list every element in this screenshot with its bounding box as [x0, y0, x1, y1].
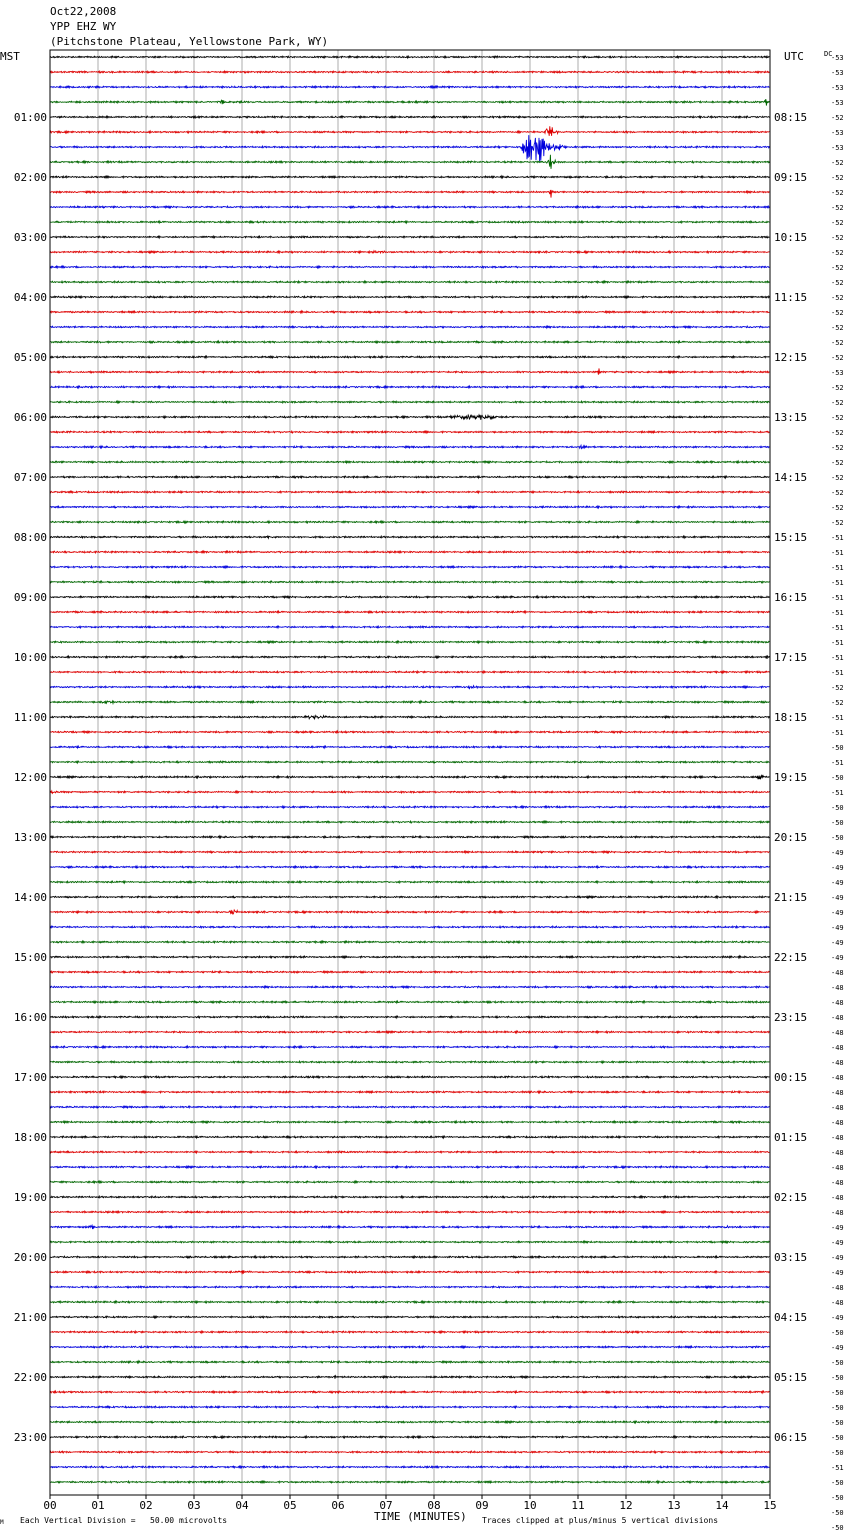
seismic-traces: [50, 56, 769, 1483]
mst-hour-label: 22:00: [13, 1371, 47, 1384]
utc-axis-title: UTC: [784, 50, 804, 63]
trace-row: [50, 86, 769, 88]
trace-row: [50, 1301, 769, 1303]
dc-offset-label: -50: [831, 804, 844, 812]
trace-row: [50, 941, 769, 943]
dc-offset-label: -50: [831, 1434, 844, 1442]
dc-offset-label: -50: [831, 1359, 844, 1367]
trace-row: [50, 716, 769, 719]
trace-row: [50, 368, 769, 374]
dc-offset-label: -51: [831, 654, 844, 662]
mark-glyph: M: [0, 1519, 4, 1526]
dc-offset-label: -48: [831, 1089, 844, 1097]
trace-row: [50, 1270, 769, 1273]
x-tick-label: 12: [619, 1499, 633, 1512]
dc-offset-label: -48: [831, 1119, 844, 1127]
dc-offset-label: -49: [831, 849, 844, 857]
dc-offset-label: -51: [831, 549, 844, 557]
dc-offset-label: -50: [831, 1449, 844, 1457]
trace-row: [50, 1016, 769, 1018]
dc-offset-label: -48: [831, 1179, 844, 1187]
trace-row: [50, 641, 769, 643]
trace-row: [50, 190, 769, 198]
dc-offset-label: -50: [831, 834, 844, 842]
trace-row: [50, 1196, 769, 1198]
dc-offset-label: -50: [831, 1404, 844, 1412]
dc-offset-label: -52: [831, 204, 844, 212]
utc-hour-label: 16:15: [774, 591, 808, 604]
mst-hour-label: 17:00: [13, 1071, 47, 1084]
trace-row: [50, 491, 769, 493]
dc-offset-label: -50: [831, 819, 844, 827]
dc-offset-label: -52: [831, 519, 844, 527]
utc-hour-label: 04:15: [774, 1311, 808, 1324]
mst-hour-label: 23:00: [13, 1431, 47, 1444]
mst-hour-label: 01:00: [13, 111, 47, 124]
dc-offset-label: -48: [831, 1014, 844, 1022]
trace-row: [50, 1181, 769, 1183]
dc-offset-label: -49: [831, 954, 844, 962]
trace-row: [50, 155, 769, 169]
x-tick-label: 14: [715, 1499, 729, 1512]
mst-hour-label: 19:00: [13, 1191, 47, 1204]
trace-row: [50, 445, 769, 449]
utc-hour-label: 08:15: [774, 111, 808, 124]
trace-row: [50, 775, 769, 779]
trace-row: [50, 1061, 769, 1063]
dc-offset-label: -52: [831, 474, 844, 482]
mst-hour-label: 16:00: [13, 1011, 47, 1024]
trace-row: [50, 461, 769, 463]
x-axis-title: TIME (MINUTES): [374, 1510, 467, 1523]
trace-row: [50, 1391, 769, 1393]
x-tick-label: 03: [187, 1499, 201, 1512]
dc-offset-label: -52: [831, 459, 844, 467]
mst-hour-label: 04:00: [13, 291, 47, 304]
dc-offset-label: -53: [831, 144, 844, 152]
trace-row: [50, 851, 769, 853]
trace-row: [50, 326, 769, 328]
dc-offset-label: -49: [831, 1344, 844, 1352]
dc-offset-label: -51: [831, 564, 844, 572]
dc-offset-label: -51: [831, 714, 844, 722]
trace-row: [50, 281, 769, 283]
mst-hour-label: 11:00: [13, 711, 47, 724]
dc-offset-label: -51: [831, 639, 844, 647]
utc-hour-label: 13:15: [774, 411, 808, 424]
trace-row: [50, 746, 769, 748]
trace-row: [50, 1001, 769, 1003]
trace-row: [50, 626, 769, 628]
trace-row: [50, 476, 769, 478]
utc-hour-label: 19:15: [774, 771, 808, 784]
trace-row: [50, 1466, 769, 1468]
trace-row: [50, 836, 769, 838]
mst-hour-label: 09:00: [13, 591, 47, 604]
dc-offset-label: -48: [831, 999, 844, 1007]
dc-offset-label: -49: [831, 1224, 844, 1232]
trace-row: [50, 536, 769, 538]
trace-row: [50, 701, 769, 704]
dc-offset-label: -51: [831, 729, 844, 737]
dc-offset-label: -51: [831, 534, 844, 542]
trace-row: [50, 986, 769, 988]
dc-offset-label: -52: [831, 489, 844, 497]
dc-offset-label: -52: [831, 114, 844, 122]
dc-offset-label: -52: [831, 264, 844, 272]
dc-offset-label: -51: [831, 594, 844, 602]
dc-offset-label: -53: [831, 54, 844, 62]
mst-hour-label: 05:00: [13, 351, 47, 364]
dc-offset-label: -48: [831, 1134, 844, 1142]
trace-row: [50, 415, 769, 420]
trace-row: [50, 266, 769, 268]
trace-row: [50, 1451, 769, 1453]
trace-row: [50, 821, 769, 823]
trace-row: [50, 806, 769, 808]
dc-offset-label: -50: [831, 744, 844, 752]
trace-row: [50, 1436, 769, 1438]
utc-hour-label: 22:15: [774, 951, 808, 964]
trace-row: [50, 1256, 769, 1258]
dc-offset-label: -49: [831, 864, 844, 872]
trace-row: [50, 581, 769, 583]
dc-offset-label: -52: [831, 309, 844, 317]
mst-axis-title: MST: [0, 50, 20, 63]
utc-hour-label: 18:15: [774, 711, 808, 724]
dc-offset-label: -51: [831, 669, 844, 677]
trace-row: [50, 1091, 769, 1093]
dc-offset-label: -49: [831, 924, 844, 932]
dc-offset-label: -52: [831, 294, 844, 302]
x-tick-label: 08: [427, 1499, 441, 1512]
dc-offset-label: -49: [831, 1239, 844, 1247]
mst-hour-label: 02:00: [13, 171, 47, 184]
dc-offset-label: -50: [831, 1494, 844, 1502]
utc-hour-label: 11:15: [774, 291, 808, 304]
mst-hour-label: 15:00: [13, 951, 47, 964]
mst-hour-label: 08:00: [13, 531, 47, 544]
dc-offset-label: -48: [831, 969, 844, 977]
dc-offset-label: -51: [831, 609, 844, 617]
trace-row: [50, 341, 769, 343]
dc-offset-label: -48: [831, 1149, 844, 1157]
utc-hour-label: 20:15: [774, 831, 808, 844]
dc-column-title: DC: [824, 50, 833, 58]
trace-row: [50, 1376, 769, 1379]
trace-row: [50, 1031, 769, 1033]
trace-row: [50, 1331, 769, 1333]
dc-offset-label: -50: [831, 1329, 844, 1337]
dc-offset-label: -48: [831, 1164, 844, 1172]
trace-row: [50, 296, 769, 298]
trace-row: [50, 221, 769, 223]
dc-offset-label: -48: [831, 1029, 844, 1037]
trace-row: [50, 116, 769, 118]
x-tick-label: 04: [235, 1499, 249, 1512]
trace-row: [50, 596, 769, 598]
trace-row: [50, 566, 769, 568]
station-date: Oct22,2008: [50, 5, 117, 18]
dc-offset-label: -50: [831, 1524, 844, 1532]
x-tick-label: 02: [139, 1499, 153, 1512]
dc-offset-label: -51: [831, 579, 844, 587]
dc-offset-label: -53: [831, 84, 844, 92]
dc-offset-label: -50: [831, 774, 844, 782]
trace-row: [50, 401, 769, 403]
utc-hour-label: 14:15: [774, 471, 808, 484]
trace-row: [50, 956, 769, 958]
dc-offset-label: -53: [831, 69, 844, 77]
dc-offset-label: -51: [831, 1464, 844, 1472]
trace-row: [50, 1406, 769, 1408]
x-tick-label: 07: [379, 1499, 393, 1512]
dc-offset-label: -49: [831, 879, 844, 887]
dc-offset-label: -52: [831, 504, 844, 512]
utc-hour-label: 17:15: [774, 651, 808, 664]
trace-row: [50, 1421, 769, 1423]
dc-offset-label: -50: [831, 1419, 844, 1427]
trace-row: [50, 910, 769, 914]
trace-row: [50, 791, 769, 793]
trace-row: [50, 356, 769, 358]
trace-row: [50, 686, 769, 689]
mst-hour-label: 06:00: [13, 411, 47, 424]
dc-offset-label: -52: [831, 444, 844, 452]
utc-hour-label: 02:15: [774, 1191, 808, 1204]
trace-row: [50, 926, 769, 928]
dc-offset-label: -49: [831, 1314, 844, 1322]
utc-hour-label: 01:15: [774, 1131, 808, 1144]
trace-row: [50, 99, 769, 106]
vertical-scale-note: Each Vertical Division = 50.00 microvolts: [20, 1516, 228, 1525]
trace-row: [50, 1106, 769, 1108]
mst-hour-label: 13:00: [13, 831, 47, 844]
utc-hour-label: 06:15: [774, 1431, 808, 1444]
trace-row: [50, 1316, 769, 1318]
x-tick-label: 01: [91, 1499, 105, 1512]
dc-offset-label: -52: [831, 699, 844, 707]
dc-offset-label: -49: [831, 939, 844, 947]
dc-offset-label: -48: [831, 984, 844, 992]
mst-hour-label: 07:00: [13, 471, 47, 484]
dc-offset-label: -51: [831, 759, 844, 767]
mst-hour-label: 10:00: [13, 651, 47, 664]
dc-offset-label: -52: [831, 384, 844, 392]
dc-offset-label: -48: [831, 1194, 844, 1202]
mst-hour-label: 21:00: [13, 1311, 47, 1324]
trace-row: [50, 551, 769, 553]
trace-row: [50, 896, 769, 898]
trace-row: [50, 206, 769, 208]
dc-offset-label: -50: [831, 1479, 844, 1487]
trace-row: [50, 1481, 769, 1483]
trace-row: [50, 521, 769, 523]
station-location: (Pitchstone Plateau, Yellowstone Park, WY): [50, 35, 329, 48]
utc-hour-label: 15:15: [774, 531, 808, 544]
dc-offset-label: -52: [831, 429, 844, 437]
dc-offset-label: -48: [831, 1044, 844, 1052]
trace-row: [50, 731, 769, 733]
station-code: YPP EHZ WY: [50, 20, 117, 33]
utc-hour-label: 00:15: [774, 1071, 808, 1084]
trace-row: [50, 311, 769, 313]
trace-row: [50, 1225, 769, 1229]
trace-row: [50, 176, 769, 178]
utc-hour-label: 21:15: [774, 891, 808, 904]
trace-row: [50, 1241, 769, 1243]
trace-row: [50, 135, 769, 161]
dc-offset-label: -50: [831, 1374, 844, 1382]
dc-offset-label: -49: [831, 909, 844, 917]
dc-offset-label: -52: [831, 249, 844, 257]
clip-note: Traces clipped at plus/minus 5 vertical divisions: [482, 1516, 719, 1525]
trace-row: [50, 971, 769, 973]
x-tick-label: 11: [571, 1499, 585, 1512]
trace-row: [50, 866, 769, 868]
x-tick-label: 06: [331, 1499, 345, 1512]
mst-hour-label: 14:00: [13, 891, 47, 904]
dc-offset-label: -52: [831, 324, 844, 332]
mst-hour-label: 12:00: [13, 771, 47, 784]
dc-offset-label: -48: [831, 1074, 844, 1082]
trace-row: [50, 761, 769, 763]
x-tick-label: 13: [667, 1499, 681, 1512]
trace-row: [50, 431, 769, 433]
x-tick-label: 15: [763, 1499, 777, 1512]
utc-hour-label: 09:15: [774, 171, 808, 184]
dc-offset-label: -51: [831, 789, 844, 797]
trace-row: [50, 1136, 769, 1138]
dc-offset-label: -52: [831, 399, 844, 407]
trace-row: [50, 1076, 769, 1078]
dc-offset-label: -53: [831, 129, 844, 137]
trace-row: [50, 386, 769, 388]
trace-row: [50, 1151, 769, 1153]
trace-row: [50, 236, 769, 238]
utc-hour-label: 10:15: [774, 231, 808, 244]
trace-row: [50, 126, 769, 136]
dc-offset-label: -52: [831, 234, 844, 242]
trace-row: [50, 881, 769, 883]
trace-row: [50, 1211, 769, 1213]
dc-offset-label: -51: [831, 624, 844, 632]
axis-labels: [14, 54, 844, 1534]
dc-offset-label: -50: [831, 1389, 844, 1397]
dc-offset-label: -53: [831, 99, 844, 107]
dc-offset-label: -48: [831, 1299, 844, 1307]
dc-offset-label: -52: [831, 159, 844, 167]
dc-offset-label: -52: [831, 174, 844, 182]
dc-offset-label: -52: [831, 684, 844, 692]
dc-offset-label: -52: [831, 339, 844, 347]
trace-row: [50, 506, 769, 508]
trace-row: [50, 56, 769, 58]
dc-offset-label: -52: [831, 354, 844, 362]
x-tick-label: 09: [475, 1499, 489, 1512]
trace-row: [50, 671, 769, 673]
mst-hour-label: 20:00: [13, 1251, 47, 1264]
x-tick-label: 05: [283, 1499, 297, 1512]
trace-row: [50, 1121, 769, 1123]
dc-offset-label: -53: [831, 369, 844, 377]
utc-hour-label: 12:15: [774, 351, 808, 364]
mst-hour-label: 03:00: [13, 231, 47, 244]
utc-hour-label: 23:15: [774, 1011, 808, 1024]
trace-row: [50, 1286, 769, 1288]
dc-offset-label: -48: [831, 1209, 844, 1217]
x-tick-label: 00: [43, 1499, 57, 1512]
utc-hour-label: 05:15: [774, 1371, 808, 1384]
dc-offset-label: -52: [831, 189, 844, 197]
trace-row: [50, 611, 769, 613]
trace-row: [50, 251, 769, 253]
dc-offset-label: -49: [831, 894, 844, 902]
dc-offset-label: -52: [831, 414, 844, 422]
dc-offset-label: -52: [831, 279, 844, 287]
dc-offset-label: -49: [831, 1269, 844, 1277]
trace-row: [50, 1166, 769, 1168]
mst-hour-label: 18:00: [13, 1131, 47, 1144]
utc-hour-label: 03:15: [774, 1251, 808, 1264]
x-tick-label: 10: [523, 1499, 537, 1512]
dc-offset-label: -49: [831, 1254, 844, 1262]
trace-row: [50, 656, 769, 659]
trace-row: [50, 1046, 769, 1048]
dc-offset-label: -48: [831, 1284, 844, 1292]
trace-row: [50, 1361, 769, 1363]
dc-offset-label: -50: [831, 1509, 844, 1517]
trace-row: [50, 1346, 769, 1348]
dc-offset-label: -52: [831, 219, 844, 227]
dc-offset-label: -48: [831, 1104, 844, 1112]
dc-offset-label: -48: [831, 1059, 844, 1067]
trace-row: [50, 71, 769, 73]
